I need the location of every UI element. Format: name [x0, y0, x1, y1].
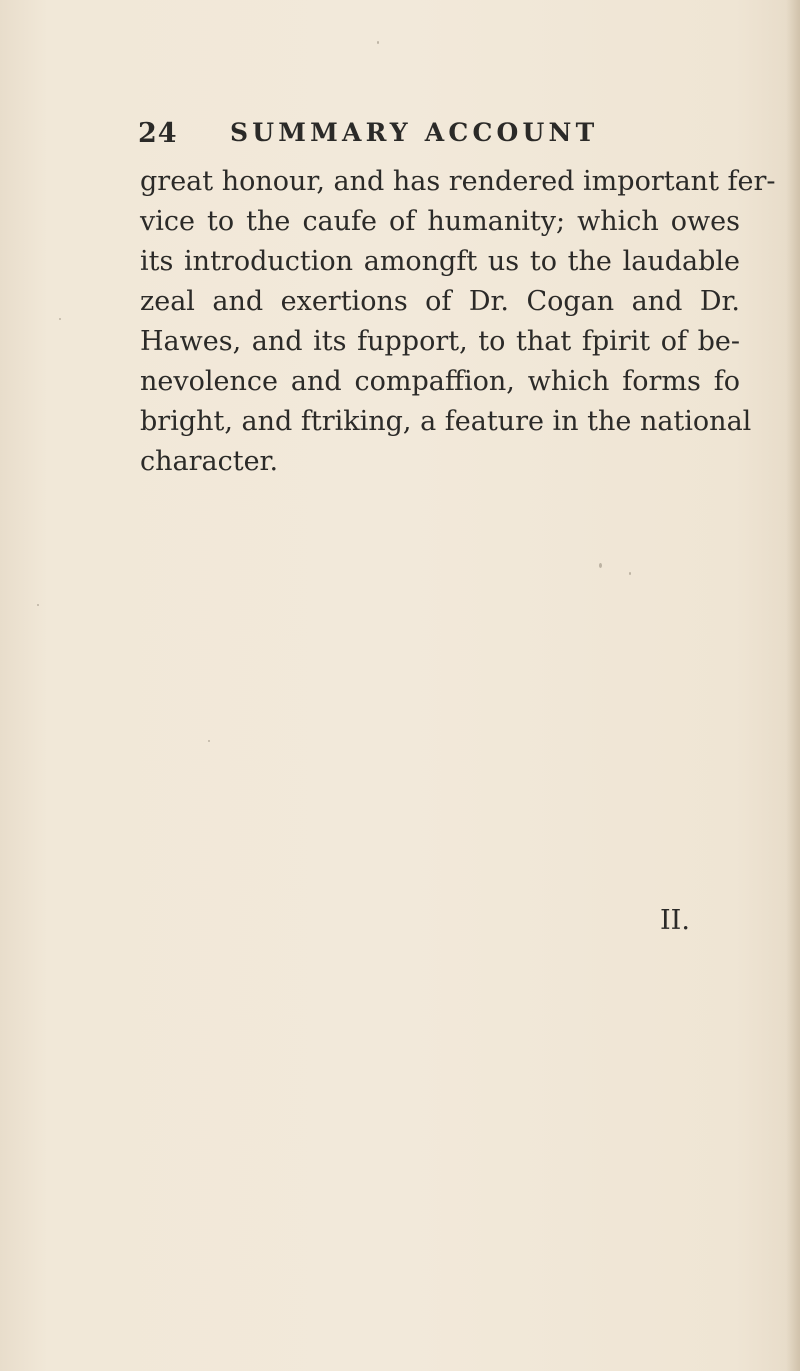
page-header — [138, 118, 738, 158]
paper-speck — [208, 740, 210, 742]
text-line: vice to the caufe of humanity; which owes — [140, 206, 740, 237]
text-line: nevolence and compaffion, which forms fo — [140, 366, 740, 397]
text-line: bright, and ftriking, a feature in the national — [140, 406, 752, 437]
paper-speck — [599, 563, 602, 568]
running-title: SUMMARY ACCOUNT — [230, 118, 599, 147]
page-edge-shadow — [786, 0, 800, 1371]
text-line: Hawes, and its fupport, to that fpirit of be- — [140, 326, 740, 357]
catchword: II. — [660, 905, 690, 936]
body-paragraph — [140, 162, 776, 482]
text-line: character. — [140, 446, 279, 477]
text-line: great honour, and has rendered important fer- — [140, 166, 776, 197]
paper-speck — [37, 604, 39, 606]
text-line: zeal and exertions of Dr. Cogan and Dr. — [140, 286, 740, 317]
paper-speck — [59, 318, 61, 320]
page-number: 24 — [138, 118, 178, 149]
paper-speck — [629, 572, 631, 575]
paper-speck — [377, 41, 379, 44]
text-line: its introduction amongft us to the laudable — [140, 246, 740, 277]
